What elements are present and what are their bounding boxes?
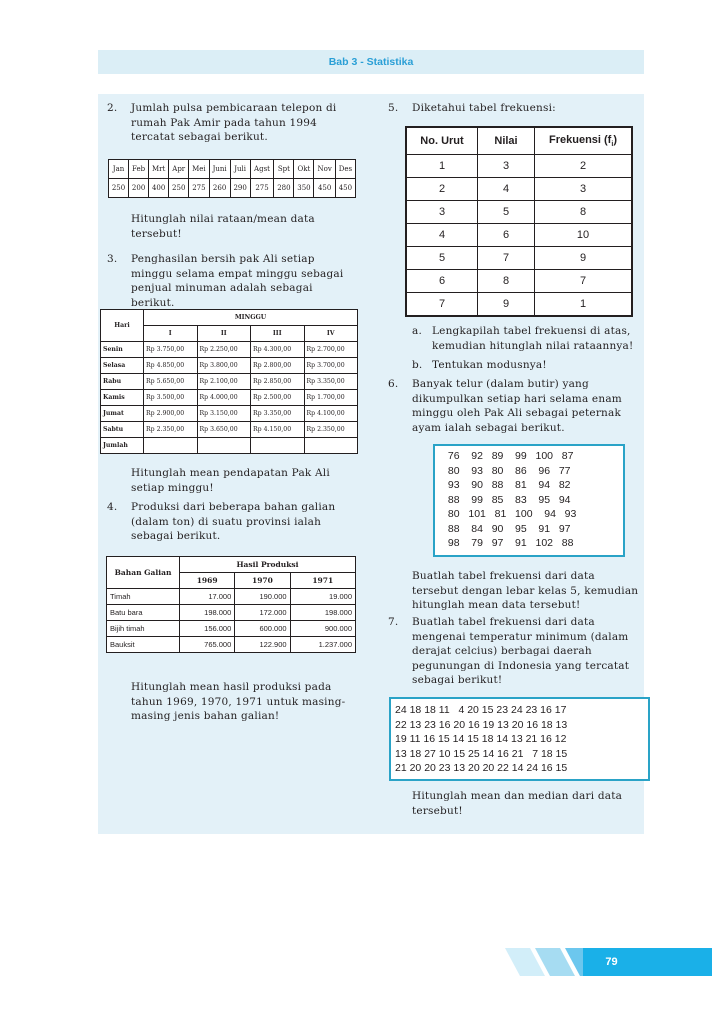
value-cell: 450 [335, 179, 355, 198]
question-3 [107, 252, 357, 310]
question-text: Banyak telur (dalam butir) yang dikumpulkan setiap hari selama enam minggu oleh Pak Ali sebagai peternak ayam ialah sebagai berikut. [412, 378, 622, 434]
income-cell: Rp 2.350,00 [304, 422, 358, 438]
month-cell: Juli [230, 160, 250, 179]
material-cell: Timah [107, 589, 180, 605]
table-row [107, 621, 356, 637]
col-hasil: Hasil Produksi [180, 557, 356, 573]
income-cell: Rp 3.500,00 [144, 390, 198, 406]
left-column [107, 101, 357, 145]
day-cell: Senin [101, 342, 144, 358]
table-row [107, 605, 356, 621]
day-cell: Sabtu [101, 422, 144, 438]
q6-instruction [412, 569, 642, 613]
year-header: 1969 [180, 573, 235, 589]
frequency-cell: 8 [478, 270, 535, 293]
question-text: Jumlah pulsa pembicaraan telepon di rumah Pak Amir pada tahun 1994 tercatat sebagai berikut. [131, 102, 337, 143]
sub-text: Lengkapilah tabel frekuensi di atas, kemudian hitunglah nilai rataannya! [432, 325, 634, 352]
question-2 [107, 101, 357, 145]
table-row [406, 293, 632, 317]
table-row [107, 637, 356, 653]
question-6 [388, 377, 642, 435]
production-cell: 17.000 [180, 589, 235, 605]
week-header: I [144, 326, 198, 342]
question-text: Produksi dari beberapa bahan galian (dalam ton) di suatu provinsi ialah sebagai berikut. [131, 501, 336, 542]
data-row: 13 18 27 10 15 25 14 16 21 7 18 15 [395, 747, 568, 760]
month-cell: Des [335, 160, 355, 179]
income-cell: Rp 4.100,00 [304, 406, 358, 422]
income-cell: Rp 2.700,00 [304, 342, 358, 358]
data-row: 22 13 23 16 20 16 19 13 20 16 18 13 [395, 718, 568, 731]
income-cell: Rp 2.900,00 [144, 406, 198, 422]
month-cell: Juni [209, 160, 230, 179]
footer-bar-tail [640, 948, 712, 976]
income-cell: Rp 2.250,00 [197, 342, 251, 358]
frequency-cell: 5 [406, 247, 478, 270]
income-cell: Rp 3.750,00 [144, 342, 198, 358]
year-header: 1971 [290, 573, 355, 589]
year-header: 1970 [235, 573, 290, 589]
table-row [107, 589, 356, 605]
table-row [101, 406, 358, 422]
data-row: 19 11 16 15 14 15 18 14 13 21 16 12 [395, 733, 567, 745]
month-cell: Jan [109, 160, 129, 179]
month-cell: Spt [274, 160, 294, 179]
income-cell: Rp 3.700,00 [304, 358, 358, 374]
day-cell: Selasa [101, 358, 144, 374]
question-number: 3. [107, 253, 118, 265]
production-cell: 900.000 [290, 621, 355, 637]
frequency-cell: 3 [406, 201, 478, 224]
day-cell: Kamis [101, 390, 144, 406]
frequency-cell: 1 [535, 293, 633, 317]
col-hari: Hari [101, 310, 144, 342]
table-row [101, 374, 358, 390]
question-number: 5. [388, 102, 399, 114]
value-cell: 290 [230, 179, 250, 198]
data-row: 88 99 85 83 95 94 [445, 493, 571, 506]
production-cell: 172.000 [235, 605, 290, 621]
col-frekuensi: Frekuensi $(f_i)$ [535, 127, 633, 155]
frequency-cell: 7 [406, 293, 478, 317]
question-text: Penghasilan bersih pak Ali setiap minggu selama empat minggu sebagai penjual minuman adalah sebagai berikut. [131, 253, 344, 309]
data-row: 88 84 90 95 91 97 [445, 522, 571, 535]
value-cell: 260 [209, 179, 230, 198]
question-text: Buatlah tabel frekuensi dari data mengenai temperatur minimum (dalam derajat celcius) berbagai daerah pegunungan di Indonesia yang tercatat sebagai berikut! [412, 616, 630, 686]
income-cell: Rp 1.700,00 [304, 390, 358, 406]
table-row [101, 342, 358, 358]
table-row [406, 247, 632, 270]
frequency-cell: 8 [535, 201, 633, 224]
frequency-cell: 6 [478, 224, 535, 247]
income-cell: Rp 3.650,00 [197, 422, 251, 438]
frequency-cell: 7 [535, 270, 633, 293]
page-number: 79 [583, 948, 640, 976]
month-cell: Mrt [149, 160, 169, 179]
income-cell: Rp 4.150,00 [251, 422, 305, 438]
material-cell: Bijih timah [107, 621, 180, 637]
data-row: 76 92 89 99 100 87 [445, 450, 574, 462]
table-row [406, 155, 632, 178]
value-cell: 275 [189, 179, 209, 198]
month-cell: Mei [189, 160, 209, 179]
value-cell: 200 [129, 179, 149, 198]
table-row [406, 178, 632, 201]
table-row [101, 422, 358, 438]
frequency-cell: 5 [478, 201, 535, 224]
income-cell: Rp 3.350,00 [304, 374, 358, 390]
sub-label: b. [412, 359, 423, 371]
income-cell: Rp 3.150,00 [197, 406, 251, 422]
q3-instruction [131, 466, 357, 495]
data-row: 80 93 80 86 96 77 [445, 464, 571, 477]
week-header: II [197, 326, 251, 342]
col-minggu: MINGGU [144, 310, 358, 326]
value-cell: 250 [169, 179, 189, 198]
col-bahan: Bahan Galian [107, 557, 180, 589]
income-cell [251, 438, 305, 454]
income-table [100, 309, 358, 454]
value-cell: 275 [250, 179, 274, 198]
production-cell: 122.900 [235, 637, 290, 653]
income-cell [304, 438, 358, 454]
week-header: IV [304, 326, 358, 342]
question-number: 2. [107, 102, 118, 114]
income-cell: Rp 2.850,00 [251, 374, 305, 390]
question-5 [388, 101, 642, 116]
day-cell: Rabu [101, 374, 144, 390]
table-row [101, 390, 358, 406]
frequency-table [405, 126, 633, 317]
table-row [406, 270, 632, 293]
frequency-cell: 2 [535, 155, 633, 178]
frequency-cell: 2 [406, 178, 478, 201]
week-header: III [251, 326, 305, 342]
production-cell: 1.237.000 [290, 637, 355, 653]
instruction-text: Hitunglah mean hasil produksi pada tahun 1969, 1970, 1971 untuk masing-masing jenis bahan galian! [131, 681, 346, 722]
question-number: 4. [107, 501, 118, 513]
value-cell: 400 [149, 179, 169, 198]
material-cell: Batu bara [107, 605, 180, 621]
footer-stripes [500, 948, 590, 976]
question-4 [107, 500, 357, 544]
table-row [101, 438, 358, 454]
col-nilai: Nilai [478, 127, 535, 155]
question-number: 6. [388, 378, 399, 390]
instruction-text: Hitunglah nilai rataan/mean data tersebut! [131, 213, 315, 240]
month-cell: Nov [314, 160, 335, 179]
month-cell: Feb [129, 160, 149, 179]
data-row: 80 101 81 100 94 93 [445, 508, 577, 520]
income-cell: Rp 2.500,00 [251, 390, 305, 406]
day-cell: Jumlah [101, 438, 144, 454]
value-cell: 250 [109, 179, 129, 198]
table-row [406, 224, 632, 247]
frequency-cell: 7 [478, 247, 535, 270]
temperature-data-box [389, 697, 650, 781]
production-cell: 156.000 [180, 621, 235, 637]
instruction-text: Buatlah tabel frekuensi dari data tersebut dengan lebar kelas 5, kemudian hitunglah mean data tersebut! [412, 570, 639, 611]
month-cell: Agst [250, 160, 274, 179]
income-cell: Rp 2.100,00 [197, 374, 251, 390]
month-cell: Apr [169, 160, 189, 179]
instruction-text: Hitunglah mean dan median dari data tersebut! [412, 790, 623, 817]
income-cell: Rp 5.650,00 [144, 374, 198, 390]
frequency-cell: 4 [406, 224, 478, 247]
q2-instruction [131, 212, 357, 241]
value-cell: 350 [294, 179, 314, 198]
subquestion-b [412, 358, 642, 373]
values-row [109, 179, 356, 198]
mining-table [106, 556, 356, 653]
production-cell: 198.000 [180, 605, 235, 621]
production-cell: 600.000 [235, 621, 290, 637]
question-7 [388, 615, 642, 688]
frequency-cell: 3 [478, 155, 535, 178]
instruction-text: Hitunglah mean pendapatan Pak Ali setiap minggu! [131, 467, 330, 494]
income-cell: Rp 4.850,00 [144, 358, 198, 374]
sub-label: a. [412, 325, 422, 337]
income-cell: Rp 2.800,00 [251, 358, 305, 374]
income-cell: Rp 2.350,00 [144, 422, 198, 438]
income-cell: Rp 3.800,00 [197, 358, 251, 374]
production-cell: 19.000 [290, 589, 355, 605]
frequency-cell: 10 [535, 224, 633, 247]
day-cell: Jumat [101, 406, 144, 422]
data-row: 21 20 20 23 13 20 20 22 14 24 16 15 [395, 762, 568, 774]
frequency-cell: 9 [478, 293, 535, 317]
month-cell: Okt [294, 160, 314, 179]
col-no-urut: No. Urut [406, 127, 478, 155]
frequency-cell: 6 [406, 270, 478, 293]
frequency-cell: 9 [535, 247, 633, 270]
subquestion-a [412, 324, 642, 353]
q4-instruction [131, 680, 357, 724]
frequency-cell: 1 [406, 155, 478, 178]
income-cell [144, 438, 198, 454]
question-text: Diketahui tabel frekuensi: [412, 102, 556, 114]
frequency-cell: 4 [478, 178, 535, 201]
production-cell: 190.000 [235, 589, 290, 605]
frequency-cell: 3 [535, 178, 633, 201]
months-row [109, 160, 356, 179]
table-row [101, 358, 358, 374]
value-cell: 450 [314, 179, 335, 198]
income-cell: Rp 4.300,00 [251, 342, 305, 358]
income-cell: Rp 4.000,00 [197, 390, 251, 406]
income-cell [197, 438, 251, 454]
sub-text: Tentukan modusnya! [432, 359, 547, 371]
q7-instruction [412, 789, 642, 818]
value-cell: 280 [274, 179, 294, 198]
data-row: 24 18 18 11 4 20 15 23 24 23 16 17 [395, 704, 567, 716]
production-cell: 198.000 [290, 605, 355, 621]
income-cell: Rp 3.350,00 [251, 406, 305, 422]
data-row: 98 79 97 91 102 88 [445, 537, 574, 549]
q5-subquestions [412, 324, 642, 373]
question-number: 7. [388, 616, 399, 628]
egg-data-box [433, 444, 625, 557]
production-cell: 765.000 [180, 637, 235, 653]
data-row: 93 90 88 81 94 82 [445, 479, 571, 491]
table-row [406, 201, 632, 224]
chapter-header: Bab 3 - Statistika [98, 50, 644, 74]
material-cell: Bauksit [107, 637, 180, 653]
pulsa-table [108, 159, 356, 198]
